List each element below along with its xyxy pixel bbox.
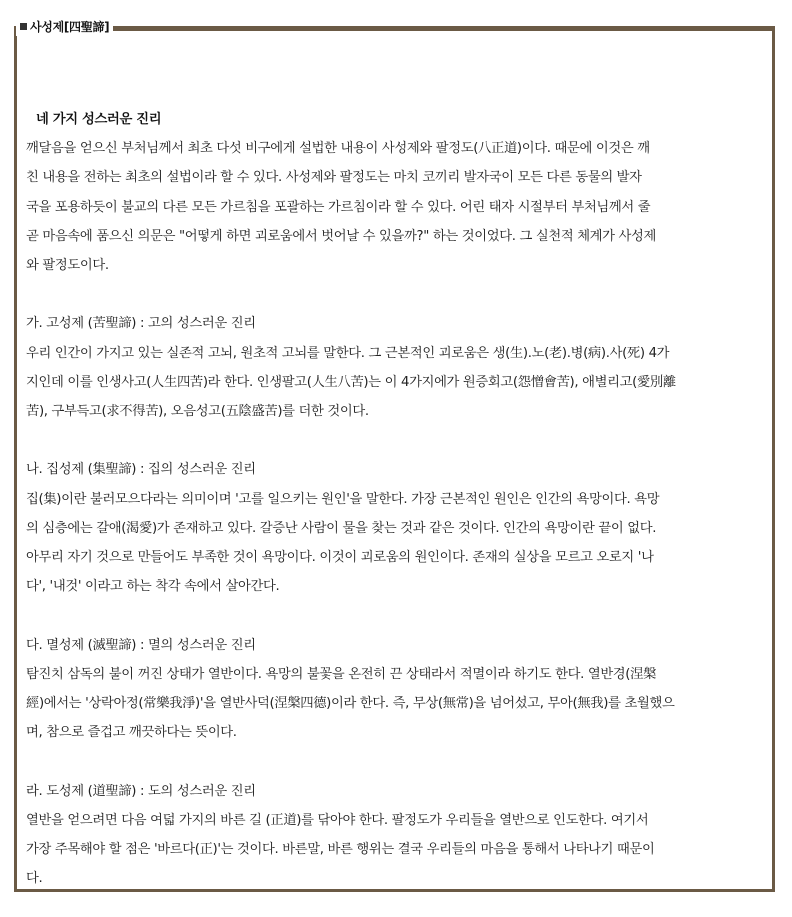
- truth-title: 다. 멸성제 (滅聖諦) : 멸의 성스러운 진리: [26, 637, 256, 653]
- truth-title: 라. 도성제 (道聖諦) : 도의 성스러운 진리: [26, 783, 256, 799]
- truth-body: 열반을 얻으려면 다음 여덟 가지의 바른 길 (正道)를 닦아야 한다. 팔정도가 우리들을 열반으로 인도한다. 여기서 가장 주목해야 할 점은 '바르다(正)'는 것이다. 바른말, 바른 행위는 결국 우리들의 마음을 통해서 나타나기 때문이 다.: [26, 812, 655, 887]
- truth-title: 가. 고성제 (苦聖諦) : 고의 성스러운 진리: [26, 316, 256, 332]
- paragraph-gap: [26, 280, 770, 309]
- section-label-text: 사성제[四聖諦]: [30, 20, 110, 34]
- truth-body: 우리 인간이 가지고 있는 실존적 고뇌, 원초적 고뇌를 말한다. 그 근본적인 괴로움은 생(生).노(老).병(病).사(死) 4가 지인데 이를 인생사고(人生四苦)라 한다. 인생팔고(人生八苦)는 이 4가지에가 원증회고(怨憎會苦), 애별리고(愛別離 苦), 구부득고(求不得苦), 오음성고(五陰盛苦)를 더한 것이다.: [26, 345, 676, 420]
- article-body: [26, 105, 770, 893]
- intro-paragraph: 깨달음을 얻으신 부처님께서 최초 다섯 비구에게 설법한 내용이 사성제와 팔정도(八正道)이다. 때문에 이것은 깨 친 내용을 전하는 최초의 설법이라 할 수 있다. 사성제와 팔정도는 마치 코끼리 발자국이 모든 다른 동물의 발자 국을 포용하듯이 불교의 다른 모든 가르침을 포괄하는 가르침이라 할 수 있다. 어린 태자 시절부터 부처님께서 줄 곧 마음속에 품으신 의문은 "어떻게 하면 괴로움에서 벗어날 수 있을까?" 하는 것이었다. 그 실천적 체계가 사성제 와 팔정도이다.: [26, 141, 657, 274]
- truth-body: 탐진치 삼독의 불이 꺼진 상태가 열반이다. 욕망의 불꽃을 온전히 끈 상태라서 적멸이라 하기도 한다. 열반경(涅槃 經)에서는 '상락아정(常樂我淨)'을 열반사덕(涅槃四德)이라 한다. 즉, 무상(無常)을 넘어섰고, 무아(無我)를 초월했으 며, 참으로 즐겁고 깨끗하다는 뜻이다.: [26, 666, 675, 741]
- paragraph-gap: [26, 601, 770, 630]
- bullet-square-icon: [20, 23, 27, 30]
- truth-title: 나. 집성제 (集聖諦) : 집의 성스러운 진리: [26, 462, 256, 478]
- paragraph-gap: [26, 426, 770, 455]
- section-label: [16, 18, 113, 36]
- truth-body: 집(集)이란 불러모으다라는 의미이며 '고를 일으키는 원인'을 말한다. 가장 근본적인 원인은 인간의 욕망이다. 욕망 의 심층에는 갈애(渴愛)가 존재하고 있다. 갈증난 사람이 물을 찾는 것과 같은 것이다. 인간의 욕망이란 끝이 없다. 아무리 자기 것으로 만들어도 부족한 것이 욕망이다. 이것이 괴로움의 원인이다. 존재의 실상을 모르고 오로지 '나 다', '내것' 이라고 하는 착각 속에서 살아간다.: [26, 491, 660, 595]
- paragraph-gap: [26, 747, 770, 776]
- article-heading: 네 가지 성스러운 진리: [36, 112, 162, 127]
